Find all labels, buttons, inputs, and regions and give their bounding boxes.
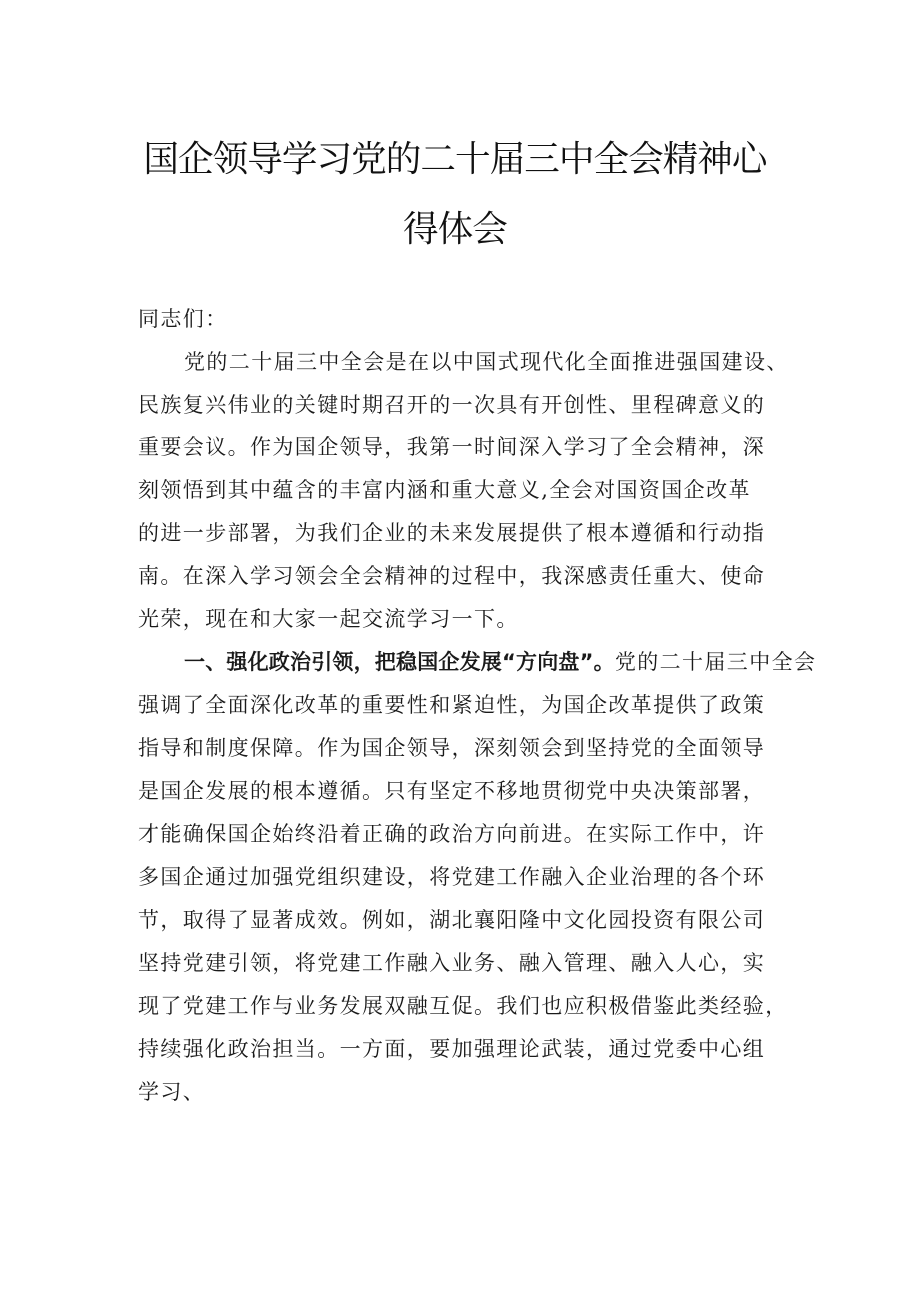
section-1-first-line xyxy=(184,648,816,676)
document-title-line-2: 得体会 xyxy=(403,209,507,250)
section-1-first-line-text: 党的二十届三中全会 xyxy=(614,650,817,674)
paragraph-1-line: 的进一步部署，为我们企业的未来发展提供了根本遵循和行动指 xyxy=(138,521,766,545)
paragraph-1-line: 光荣，现在和大家一起交流学习一下。 xyxy=(138,607,519,631)
section-1-line: 节，取得了显著成效。例如，湖北襄阳隆中文化园投资有限公司 xyxy=(138,908,766,932)
paragraph-1-line: 党的二十届三中全会是在以中国式现代化全面推进强国建设、 xyxy=(184,350,789,374)
paragraph-1-line: 民族复兴伟业的关键时期召开的一次具有开创性、里程碑意义的 xyxy=(138,393,766,417)
section-1-line: 学习、 xyxy=(138,1080,206,1104)
document-title-line-1: 国企领导学习党的二十届三中全会精神心 xyxy=(143,139,767,180)
section-1-line: 指导和制度保障。作为国企领导，深刻领会到坚持党的全面领导 xyxy=(138,736,766,760)
section-1-line: 持续强化政治担当。一方面，要加强理论武装，通过党委中心组 xyxy=(138,1037,766,1061)
paragraph-1-line: 刻领悟到其中蕴含的丰富内涵和重大意义,全会对国资国企改革 xyxy=(138,478,751,502)
section-1-line: 强调了全面深化改革的重要性和紧迫性，为国企改革提供了政策 xyxy=(138,693,766,717)
section-1-line: 多国企通过加强党组织建设，将党建工作融入企业治理的各个环 xyxy=(138,865,766,889)
section-1-heading: 一、强化政治引领，把稳国企发展“方向盘”。 xyxy=(184,650,615,674)
salutation: 同志们： xyxy=(138,307,228,331)
paragraph-1-line: 南。在深入学习领会全会精神的过程中，我深感责任重大、使命 xyxy=(138,564,766,588)
section-1-line: 坚持党建引领，将党建工作融入业务、融入管理、融入人心，实 xyxy=(138,951,766,975)
section-1-line: 现了党建工作与业务发展双融互促。我们也应积极借鉴此类经验， xyxy=(138,994,788,1018)
section-1-line: 是国企发展的根本遵循。只有坚定不移地贯彻党中央决策部署， xyxy=(138,779,766,803)
section-1-line: 才能确保国企始终沿着正确的政治方向前进。在实际工作中，许 xyxy=(138,822,766,846)
paragraph-1-line: 重要会议。作为国企领导，我第一时间深入学习了全会精神，深 xyxy=(138,435,766,459)
